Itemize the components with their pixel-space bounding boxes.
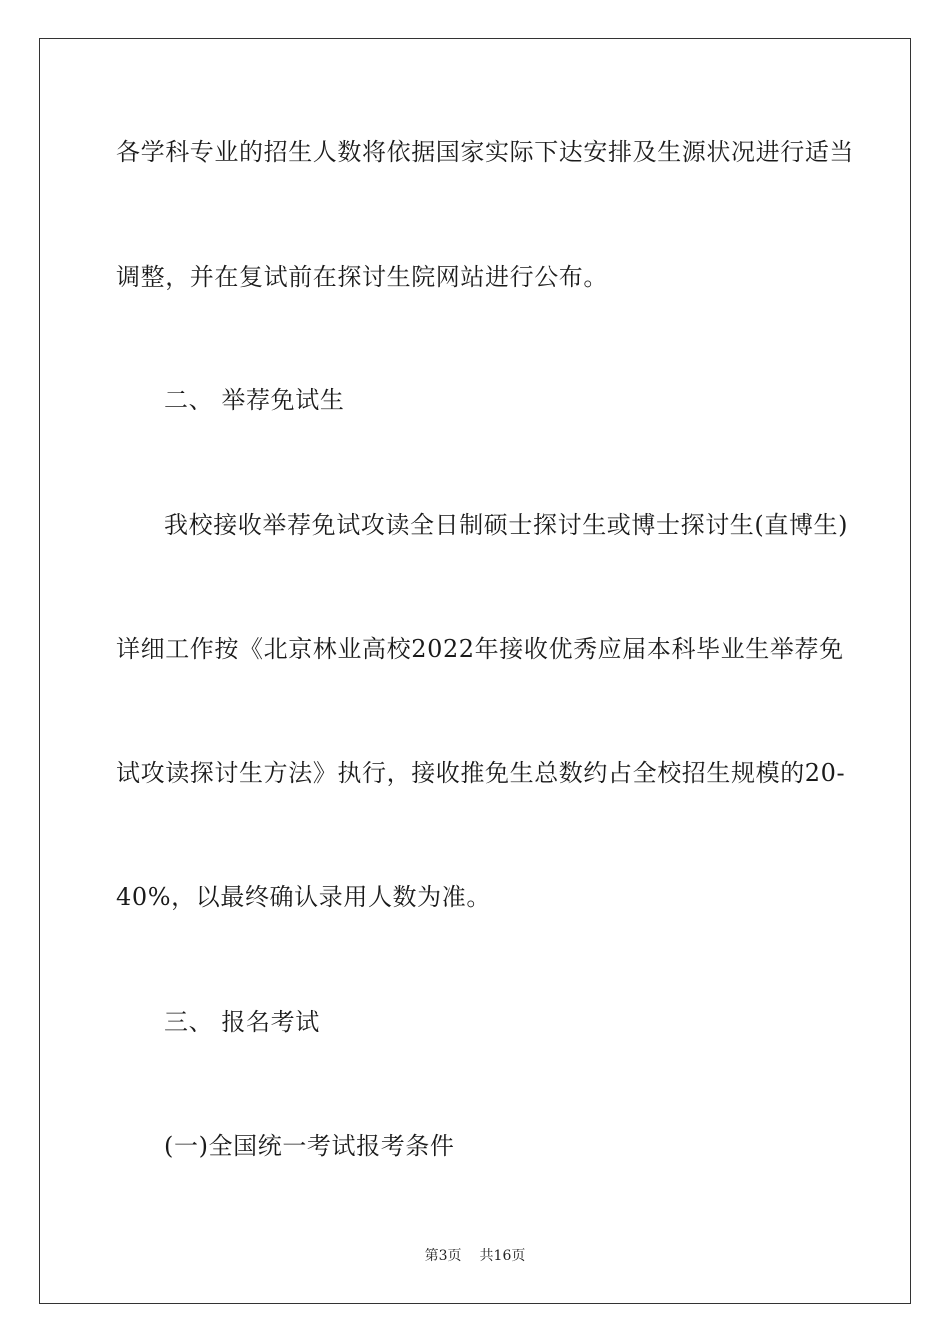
body-text-line: 调整，并在复试前在探讨生院网站进行公布。	[116, 263, 608, 291]
body-text-line: 试攻读探讨生方法》执行，接收推免生总数约占全校招生规模的20-	[116, 759, 846, 787]
page-number: 第3页	[424, 1248, 462, 1264]
body-text-line: 我校接收举荐免试攻读全日制硕士探讨生或博士探讨生(直博生)	[164, 511, 849, 539]
body-text-line: 详细工作按《北京林业高校2022年接收优秀应届本科毕业生举荐免	[116, 635, 844, 663]
page-border	[39, 38, 911, 1304]
page-total: 共16页	[479, 1248, 526, 1264]
body-text-line: 40%，以最终确认录用人数为准。	[116, 883, 491, 911]
section-heading: 二、 举荐免试生	[164, 386, 345, 414]
section-heading: 三、 报名考试	[164, 1008, 320, 1036]
subsection-heading: (一)全国统一考试报考条件	[164, 1132, 455, 1160]
page-footer	[0, 1247, 950, 1265]
body-text-line: 各学科专业的招生人数将依据国家实际下达安排及生源状况进行适当	[116, 138, 854, 166]
